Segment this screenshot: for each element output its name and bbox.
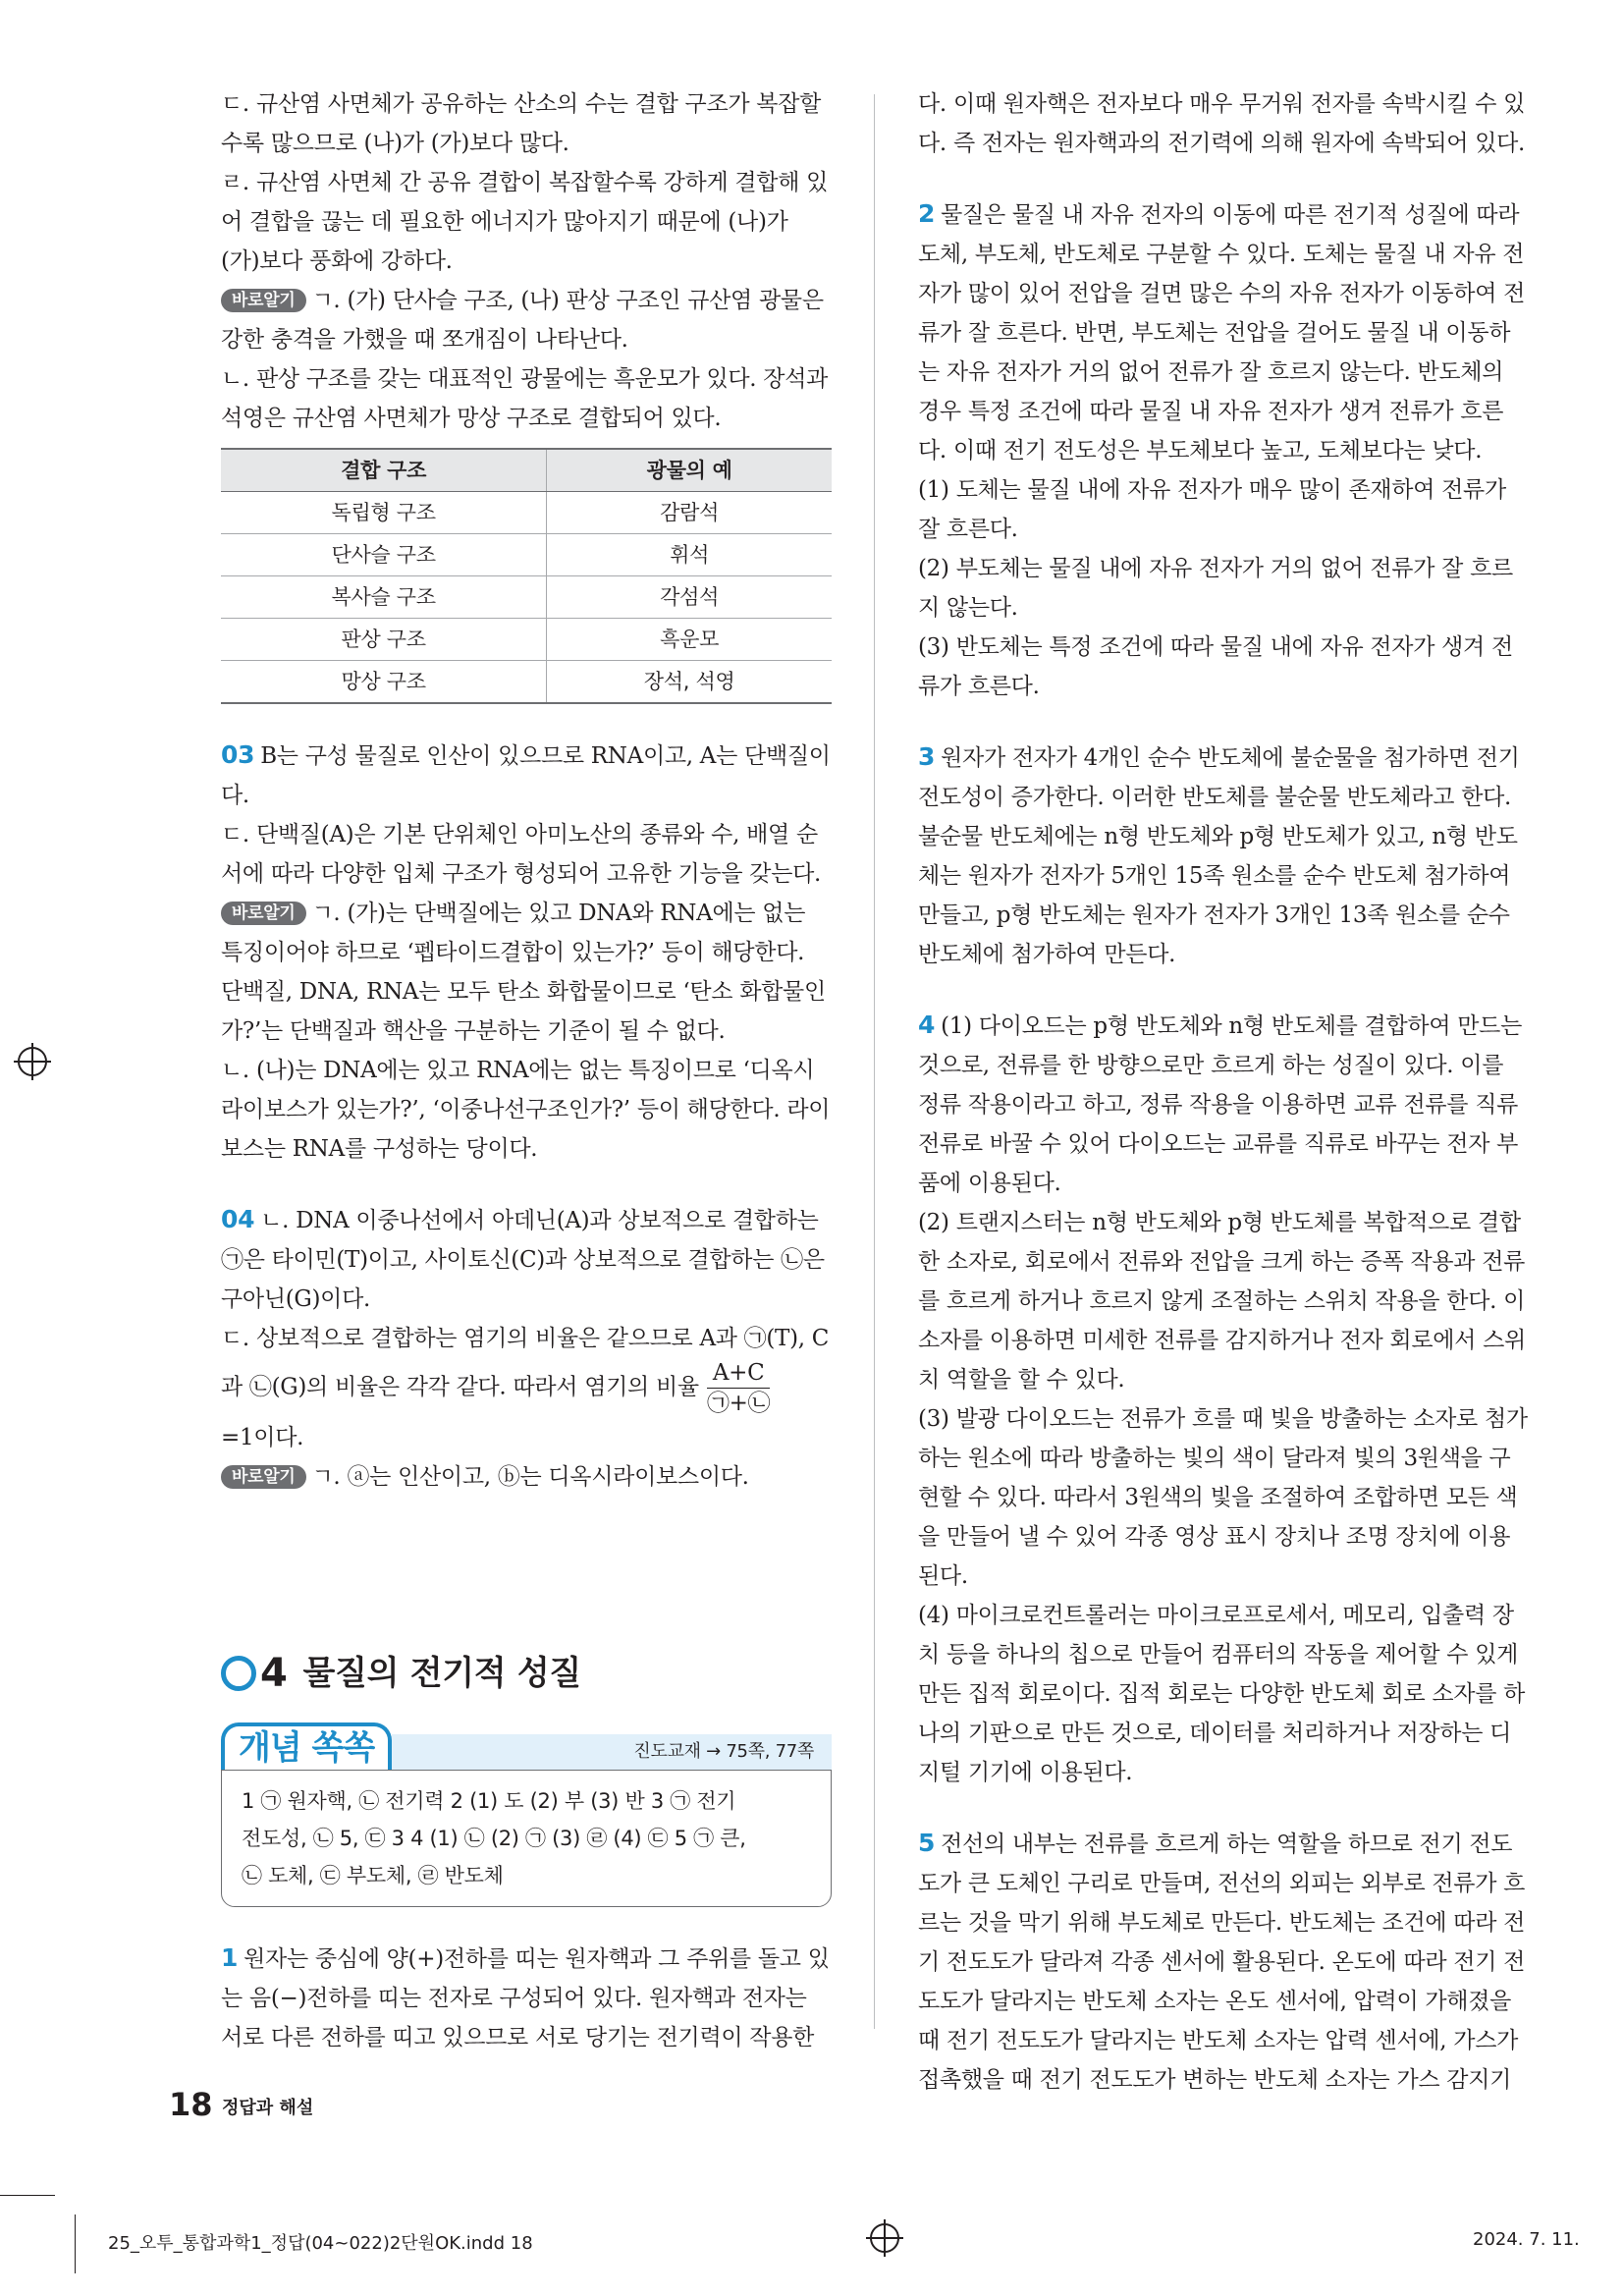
crop-mark (75, 2214, 76, 2273)
paragraph: (4) 마이크로컨트롤러는 마이크로프로세서, 메모리, 입출력 장치 등을 하나의 칩으로 만들어 컴퓨터의 작동을 제어할 수 있게 만든 집적 회로이다. 집적 회로는 다양한 반도체 회로 소자를 하나의 기판으로 만든 것으로, 데이터를 처리하거나 저장하는 디지털 기기에 이용된다. (918, 1603, 1526, 1785)
table-header: 결합 구조 (221, 449, 547, 492)
table-cell: 판상 구조 (221, 619, 547, 661)
paragraph: (3) 반도체는 특정 조건에 따라 물질 내에 자유 전자가 생겨 전류가 흐른다. (918, 634, 1513, 699)
paragraph: 다. 이때 원자핵은 전자보다 매우 무거워 전자를 속박시킬 수 있다. 즉 전자는 원자핵과의 전기력에 의해 원자에 속박되어 있다. (918, 91, 1526, 156)
paragraph: =1이다. (221, 1425, 304, 1450)
paragraph (221, 1457, 832, 1497)
paragraph-text: ㄱ. ⓐ는 인산이고, ⓑ는 디옥시라이보스이다. (311, 1464, 749, 1490)
wrong-answer-badge: 바로알기 (221, 1465, 306, 1489)
question-number: 1 (221, 1943, 239, 1972)
right-column (918, 84, 1529, 2100)
paragraph: ㄴ. (나)는 DNA에는 있고 RNA에는 없는 특징이므로 ‘디옥시라이보스가 있는가?’, ‘이중나선구조인가?’ 등이 해당한다. 라이보스는 RNA를 구성하는 당이다. (221, 1058, 831, 1162)
concept-answer-line: 1 ㉠ 원자핵, ㉡ 전기력 2 (1) 도 (2) 부 (3) 반 3 ㉠ 전기 (242, 1789, 736, 1813)
answer-04 (221, 1200, 832, 1497)
paragraph: ㄷ. 단백질(A)은 기본 단위체인 아미노산의 종류와 수, 배열 순서에 따라 다양한 입체 구조가 형성되어 고유한 기능을 갖는다. (221, 822, 822, 887)
concept-answer-line: 전도성, ㉡ 5, ㉢ 3 4 (1) ㉡ (2) ㉠ (3) ㉣ (4) ㉢ 5 ㉠ 큰, (242, 1827, 746, 1850)
paragraph (221, 894, 832, 1051)
base-ratio-fraction (707, 1358, 771, 1418)
section-title: 물질의 전기적 성질 (302, 1654, 581, 1693)
concept-box-header (221, 1721, 832, 1770)
table-cell: 감람석 (547, 492, 832, 534)
paragraph-text: ㄱ. (가) 단사슬 구조, (나) 판상 구조인 규산염 광물은 강한 충격을 가했을 때 쪼개짐이 나타난다. (221, 288, 824, 353)
paragraph (918, 1006, 1529, 1203)
answer-2 (918, 194, 1529, 706)
question-number: 3 (918, 742, 936, 771)
question-number: 5 (918, 1829, 936, 1857)
table-cell: 망상 구조 (221, 661, 547, 704)
concept-answer-line: ㉡ 도체, ㉢ 부도체, ㉣ 반도체 (242, 1864, 504, 1887)
table-row (221, 661, 832, 704)
table-row (221, 576, 832, 619)
paragraph (221, 1939, 832, 2057)
page-number: 18 (169, 2086, 213, 2123)
paragraph-text: 전선의 내부는 전류를 흐르게 하는 역할을 하므로 전기 전도도가 큰 도체인 구리로 만들며, 전선의 외피는 외부로 전류가 흐르는 것을 막기 위해 부도체로 만든다. 반도체는 조건에 따라 전기 전도도가 달라져 각종 센서에 활용된다. 온도에 따라 전기 전도도가 달라지는 반도체 소자는 온도 센서에, 압력이 가해졌을 때 전기 전도도가 달라지는 반도체 소자는 압력 센서에, 가스가 접촉했을 때 전기 전도도가 변하는 반도체 소자는 가스 감지기 (918, 1831, 1526, 2093)
paragraph (221, 736, 832, 815)
question-number: 4 (918, 1011, 936, 1039)
question-number: 04 (221, 1205, 255, 1233)
table-row (221, 534, 832, 576)
paragraph: (2) 부도체는 물질 내에 자유 전자가 거의 없어 전류가 잘 흐르지 않는다. (918, 556, 1513, 621)
table-cell: 복사슬 구조 (221, 576, 547, 619)
paragraph-text: ㄱ. (가)는 단백질에는 있고 DNA와 RNA에는 없는 특징이어야 하므로 ‘펩타이드결합이 있는가?’ 등이 해당한다. 단백질, DNA, RNA는 모두 탄소 화합물이므로 ‘탄소 화합물인가?’는 단백질과 핵산을 구분하는 기준이 될 수 없다. (221, 901, 826, 1044)
section-heading (221, 1644, 832, 1703)
table-header-row (221, 449, 832, 492)
paragraph (918, 1824, 1529, 2100)
paragraph (221, 281, 832, 359)
registration-mark-icon (870, 2223, 899, 2253)
wrong-answer-badge: 바로알기 (221, 289, 306, 312)
concept-logo: 개념 쏙쏙 (221, 1722, 392, 1770)
crop-mark (0, 2195, 55, 2196)
footer-label: 정답과 해설 (222, 2098, 314, 2118)
textbook-page-reference: 진도교재 → 75쪽, 77쪽 (392, 1734, 832, 1770)
fraction-denominator: ㉠+㉡ (706, 1391, 771, 1416)
table-cell: 장석, 석영 (547, 661, 832, 704)
question-number: 2 (918, 199, 936, 228)
paragraph (918, 738, 1529, 974)
left-column (221, 84, 832, 2057)
table-cell: 각섬석 (547, 576, 832, 619)
table-cell: 단사슬 구조 (221, 534, 547, 576)
paragraph-text: (1) 다이오드는 p형 반도체와 n형 반도체를 결합하여 만드는 것으로, 전류를 한 방향으로만 흐르게 하는 성질이 있다. 이를 정류 작용이라고 하고, 정류 작용을 이용하면 교류 전류를 직류 전류로 바꿀 수 있어 다이오드는 교류를 직류로 바꾸는 전자 부품에 이용된다. (918, 1013, 1522, 1196)
paragraph-text: 원자가 전자가 4개인 순수 반도체에 불순물을 첨가하면 전기 전도성이 증가한다. 이러한 반도체를 불순물 반도체라고 한다. 불순물 반도체에는 n형 반도체와 p형 반도체가 있고, n형 반도체는 원자가 전자가 5개인 15족 원소를 순수 반도체 첨가하여 만들고, p형 반도체는 원자가 전자가 3개인 13족 원소를 순수 반도체에 첨가하여 만든다. (918, 745, 1520, 967)
concept-answer-box (221, 1721, 832, 1907)
column-divider (874, 94, 875, 2029)
section-circle-icon (221, 1656, 256, 1691)
paragraph-text: B는 구성 물질로 인산이 있으므로 RNA이고, A는 단백질이다. (221, 743, 831, 808)
table-cell: 독립형 구조 (221, 492, 547, 534)
table-row (221, 492, 832, 534)
table-cell: 흑운모 (547, 619, 832, 661)
paragraph: ㄹ. 규산염 사면체 간 공유 결합이 복잡할수록 강하게 결합해 있어 결합을 끊는 데 필요한 에너지가 많아지기 때문에 (나)가 (가)보다 풍화에 강하다. (221, 170, 829, 274)
paragraph (221, 1319, 832, 1418)
question-number: 03 (221, 740, 255, 769)
paragraph: ㄴ. 판상 구조를 갖는 대표적인 광물에는 흑운모가 있다. 장석과 석영은 규산염 사면체가 망상 구조로 결합되어 있다. (221, 366, 829, 431)
table-cell: 휘석 (547, 534, 832, 576)
paragraph (221, 1200, 832, 1319)
paragraph (918, 194, 1529, 470)
paragraph-text: 물질은 물질 내 자유 전자의 이동에 따른 전기적 성질에 따라 도체, 부도체, 반도체로 구분할 수 있다. 도체는 물질 내 자유 전자가 많이 있어 전압을 걸면 많은 수의 자유 전자가 이동하여 전류가 잘 흐른다. 반면, 부도체는 전압을 걸어도 물질 내 이동하는 자유 전자가 거의 없어 전류가 잘 흐르지 않는다. 반도체의 경우 특정 조건에 따라 물질 내 자유 전자가 생겨 전류가 흐른다. 이때 전기 전도성은 부도체보다 높고, 도체보다는 낮다. (918, 202, 1526, 464)
table-row (221, 619, 832, 661)
fraction-numerator: A+C (707, 1358, 771, 1389)
paragraph: (2) 트랜지스터는 n형 반도체와 p형 반도체를 복합적으로 결합한 소자로, 회로에서 전류와 전압을 크게 하는 증폭 작용과 전류를 흐르게 하거나 흐르지 않게 조절하는 스위치 작용을 한다. 이 소자를 이용하면 미세한 전류를 감지하거나 전자 회로에서 스위치 역할을 할 수 있다. (918, 1210, 1526, 1393)
answer-3 (918, 738, 1529, 974)
wrong-answer-badge: 바로알기 (221, 902, 306, 925)
paragraph: ㄷ. 규산염 사면체가 공유하는 산소의 수는 결합 구조가 복잡할 수록 많으므로 (나)가 (가)보다 많다. (221, 91, 822, 156)
print-slug-date: 2024. 7. 11. (1473, 2229, 1580, 2250)
answer-4 (918, 1006, 1529, 1792)
table-header: 광물의 예 (547, 449, 832, 492)
print-slug-filename: 25_오투_통합과학1_정답(04~022)2단원OK.indd 18 (108, 2233, 533, 2254)
answer-03 (221, 736, 832, 1169)
registration-mark-icon (18, 1047, 47, 1076)
section-number: 4 (260, 1651, 288, 1696)
paragraph: (1) 도체는 물질 내에 자유 전자가 매우 많이 존재하여 전류가 잘 흐른다. (918, 477, 1506, 542)
answer-5 (918, 1824, 1529, 2100)
paragraph: (3) 발광 다이오드는 전류가 흐를 때 빛을 방출하는 소자로 첨가하는 원소에 따라 방출하는 빛의 색이 달라져 빛의 3원색을 구현할 수 있다. 따라서 3원색의 빛을 조절하여 조합하면 모든 색을 만들어 낼 수 있어 각종 영상 표시 장치나 조명 장치에 이용된다. (918, 1406, 1528, 1589)
mineral-structure-table (221, 448, 832, 704)
paragraph-text: ㄷ. 상보적으로 결합하는 염기의 비율은 같으므로 A과 ㉠(T), C과 ㉡(G)의 비율은 각각 같다. 따라서 염기의 비율 (221, 1326, 830, 1400)
paragraph-text: 원자는 중심에 양(+)전하를 띠는 원자핵과 그 주위를 돌고 있는 음(−)전하를 띠는 전자로 구성되어 있다. 원자핵과 전자는 서로 다른 전하를 띠고 있으므로 서로 당기는 전기력이 작용한 (221, 1946, 830, 2050)
answer-1 (221, 1939, 832, 2057)
paragraph-text: ㄴ. DNA 이중나선에서 아데닌(A)과 상보적으로 결합하는 ㉠은 타이민(T)이고, 사이토신(C)과 상보적으로 결합하는 ㉡은 구아닌(G)이다. (221, 1208, 825, 1312)
concept-box-body (221, 1770, 832, 1907)
